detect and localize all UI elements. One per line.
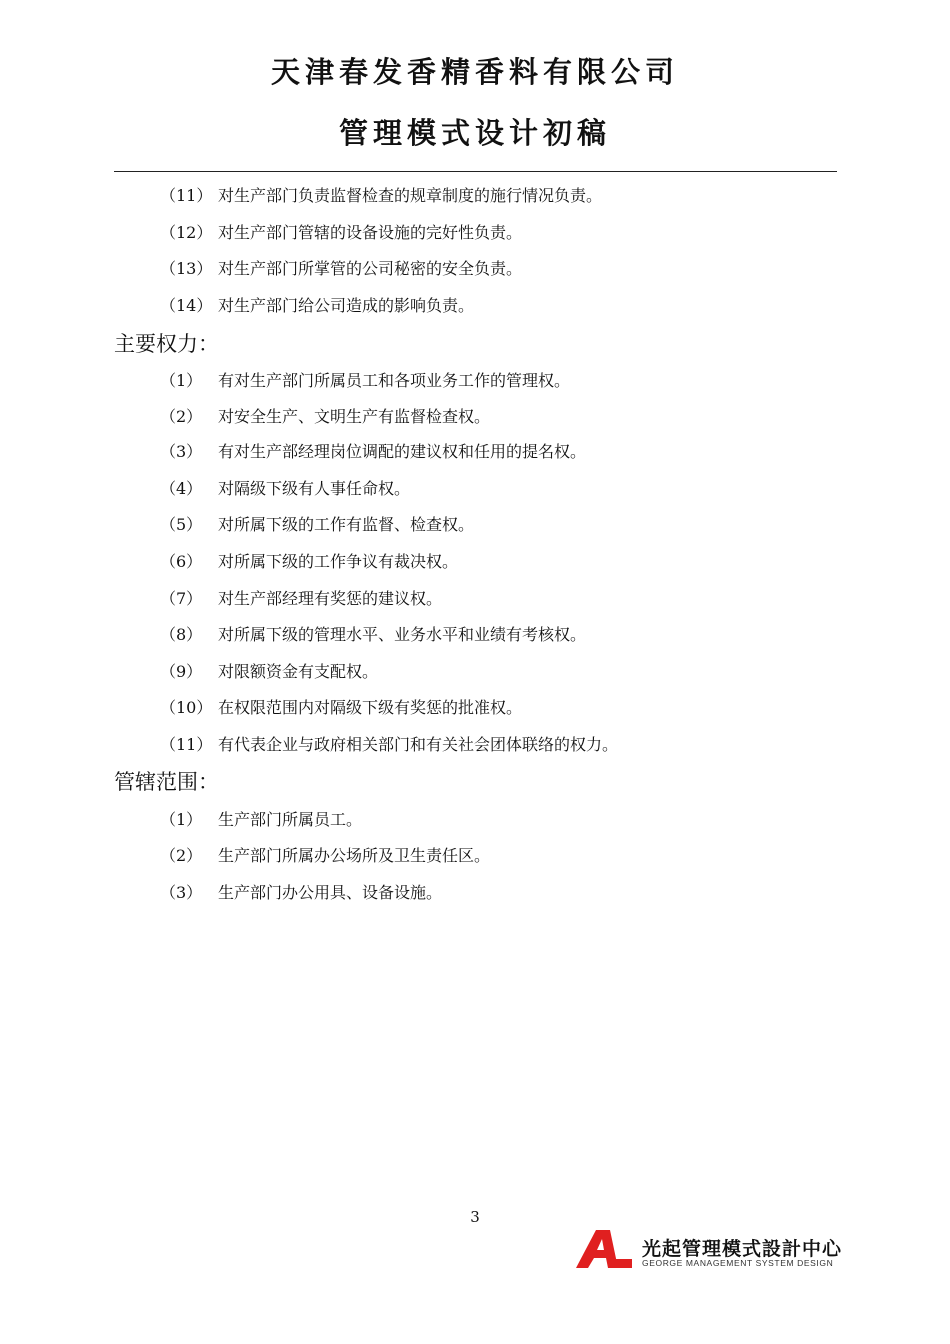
company-logo <box>574 1228 844 1274</box>
section-heading-powers: 主要权力： <box>114 332 219 356</box>
list-item: （13） 对生产部门所掌管的公司秘密的安全负责。 <box>160 259 523 278</box>
document-title: 天津春发香精香料有限公司 <box>270 55 679 89</box>
list-item: （11） 有代表企业与政府相关部门和有关社会团体联络的权力。 <box>160 735 619 754</box>
list-item: （8） 对所属下级的管理水平、业务水平和业绩有考核权。 <box>160 625 587 644</box>
list-item: （5） 对所属下级的工作有监督、检查权。 <box>160 515 475 534</box>
list-item: （7） 对生产部经理有奖惩的建议权。 <box>160 589 443 608</box>
list-item: （2） 生产部门所属办公场所及卫生责任区。 <box>160 846 491 865</box>
list-item: （6） 对所属下级的工作争议有裁决权。 <box>160 552 459 571</box>
list-item: （4） 对隔级下级有人事任命权。 <box>160 479 411 498</box>
list-item: （9） 对限额资金有支配权。 <box>160 662 379 681</box>
list-item: （3） 有对生产部经理岗位调配的建议权和任用的提名权。 <box>160 442 587 461</box>
list-item: （2） 对安全生产、文明生产有监督检查权。 <box>160 407 491 426</box>
logo-chinese-text: 光起管理模式設計中心 <box>642 1238 843 1260</box>
list-item: （12） 对生产部门管辖的设备设施的完好性负责。 <box>160 223 523 242</box>
list-item: （11） 对生产部门负责监督检查的规章制度的施行情况负责。 <box>160 186 603 205</box>
list-item: （1） 生产部门所属员工。 <box>160 810 363 829</box>
section-heading-scope: 管辖范围： <box>114 770 219 794</box>
document-subtitle: 管理模式设计初稿 <box>338 116 611 150</box>
logo-a-mark-icon <box>574 1228 636 1270</box>
list-item: （3） 生产部门办公用具、设备设施。 <box>160 883 443 902</box>
list-item: （10） 在权限范围内对隔级下级有奖惩的批准权。 <box>160 698 523 717</box>
list-item: （14） 对生产部门给公司造成的影响负责。 <box>160 296 475 315</box>
list-item: （1） 有对生产部门所属员工和各项业务工作的管理权。 <box>160 371 571 390</box>
header-rule <box>114 171 837 172</box>
page-number: 3 <box>470 1208 480 1226</box>
logo-english-text: GEORGE MANAGEMENT SYSTEM DESIGN <box>642 1258 834 1268</box>
